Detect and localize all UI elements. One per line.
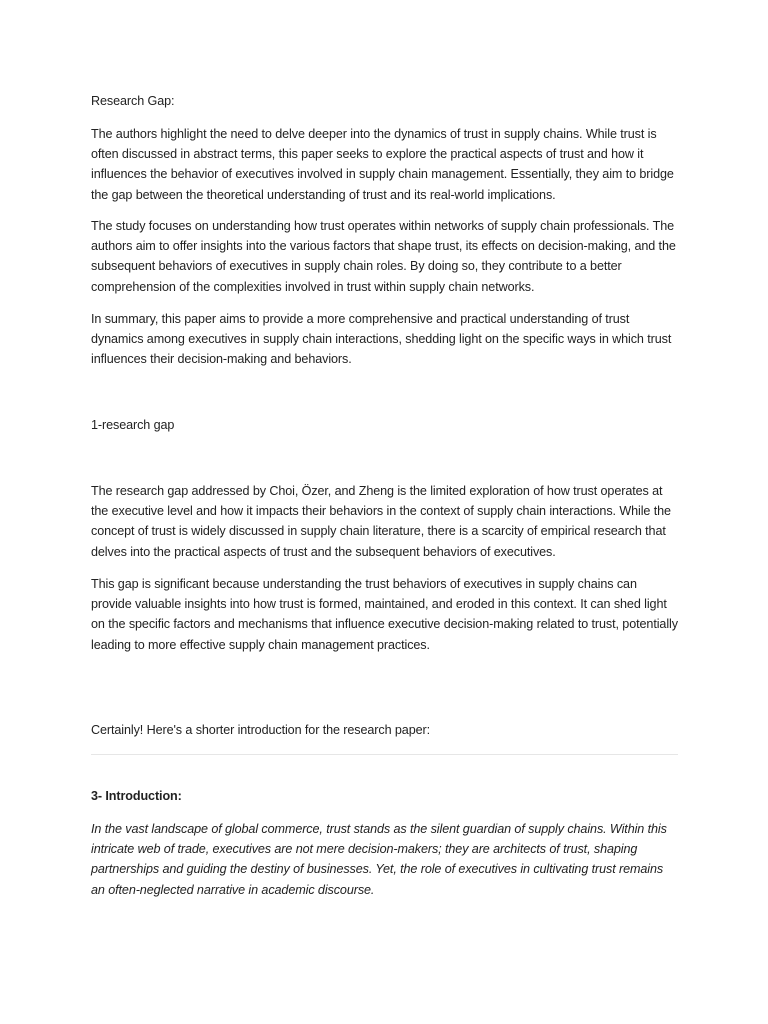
- paragraph-3: In summary, this paper aims to provide a more comprehensive and practical understanding of trust dynamics among executives in supply chain interactions, shedding light on the specific ways in which trust influences their decision-making and behaviors.: [91, 312, 672, 367]
- horizontal-divider: [91, 754, 678, 755]
- section-3-heading: 3- Introduction:: [91, 789, 182, 803]
- paragraph-5: This gap is significant because understanding the trust behaviors of executives in supply chains can provide valuable insights into how trust is formed, maintained, and eroded in this context. It can shed light on the specific factors and mechanisms that influence executive decision-making related to trust, potentially leading to more effective supply chain management practices.: [91, 577, 678, 652]
- research-gap-heading: Research Gap:: [91, 94, 175, 108]
- section-1-heading: 1-research gap: [91, 418, 175, 432]
- paragraph-2: The study focuses on understanding how trust operates within networks of supply chain professionals. The authors aim to offer insights into the various factors that shape trust, its effects on decision-making, and the subsequent behaviors of executives in supply chain roles. By doing so, they contribute to a better comprehension of the complexities involved in trust within supply chain networks.: [91, 219, 676, 294]
- paragraph-7: In the vast landscape of global commerce, trust stands as the silent guardian of supply chains. Within this intricate web of trade, executives are not mere decision-makers; they are architects of trust, shaping partnerships and guiding the destiny of businesses. Yet, the role of executives in cultivating trust remains an often-neglected narrative in academic discourse.: [91, 822, 667, 897]
- paragraph-6: Certainly! Here's a shorter introduction for the research paper:: [91, 723, 431, 737]
- paragraph-1: The authors highlight the need to delve deeper into the dynamics of trust in supply chains. While trust is often discussed in abstract terms, this paper seeks to explore the practical aspects of trust and how it influences the behavior of executives involved in supply chain management. Essentially, they aim to bridge the gap between the theoretical understanding of trust and its real-world implications.: [91, 127, 674, 202]
- paragraph-4: The research gap addressed by Choi, Özer, and Zheng is the limited exploration of how trust operates at the executive level and how it impacts their behaviors in the context of supply chain interactions. While the concept of trust is widely discussed in supply chain literature, there is a scarcity of empirical research that delves into the practical aspects of trust and the subsequent behaviors of executives.: [91, 484, 671, 559]
